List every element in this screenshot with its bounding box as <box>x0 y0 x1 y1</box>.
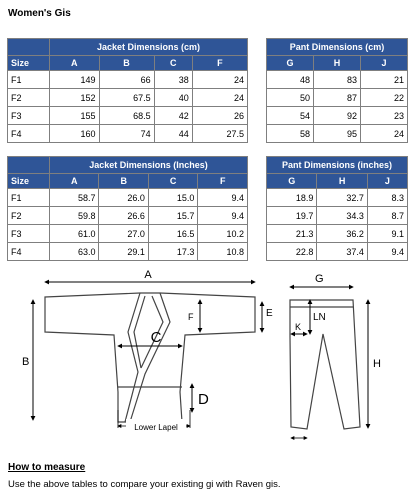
value-cell: 68.5 <box>99 107 154 125</box>
value-cell: 9.4 <box>198 207 248 225</box>
label-a: A <box>144 269 152 281</box>
value-cell: 160 <box>50 125 100 143</box>
label-h: H <box>373 358 381 370</box>
value-cell: 152 <box>50 89 100 107</box>
value-cell: 15.0 <box>148 189 197 207</box>
value-cell: 22 <box>361 89 408 107</box>
value-cell: 59.8 <box>50 207 99 225</box>
table-row <box>8 125 248 143</box>
value-cell: 16.5 <box>148 225 197 243</box>
value-cell: 26.6 <box>99 207 148 225</box>
table-caption-blank <box>8 39 50 56</box>
value-cell: 58 <box>267 125 314 143</box>
value-cell: 26.0 <box>99 189 148 207</box>
size-cell: F3 <box>8 107 50 125</box>
column-header: C <box>154 56 192 71</box>
column-header: B <box>99 174 148 189</box>
value-cell: 21 <box>361 71 408 89</box>
table-row <box>8 243 248 261</box>
value-cell: 74 <box>99 125 154 143</box>
table-row <box>267 125 408 143</box>
value-cell: 9.4 <box>198 189 248 207</box>
table-caption: Pant Dimensions (cm) <box>267 39 408 56</box>
value-cell: 19.7 <box>267 207 317 225</box>
value-cell: 40 <box>154 89 192 107</box>
column-header: G <box>267 56 314 71</box>
table-caption: Jacket Dimensions (cm) <box>50 39 248 56</box>
value-cell: 24 <box>192 71 247 89</box>
value-cell: 27.0 <box>99 225 148 243</box>
column-header: J <box>361 56 408 71</box>
label-k: K <box>295 322 302 332</box>
label-f: F <box>188 312 194 322</box>
value-cell: 54 <box>267 107 314 125</box>
value-cell: 58.7 <box>50 189 99 207</box>
column-header: F <box>198 174 248 189</box>
value-cell: 22.8 <box>267 243 317 261</box>
column-header: J <box>367 174 407 189</box>
value-cell: 48 <box>267 71 314 89</box>
table-row <box>8 225 248 243</box>
table-row <box>267 225 408 243</box>
jacket-inches-table <box>7 156 248 261</box>
column-header: Size <box>8 56 50 71</box>
size-cell: F4 <box>8 243 50 261</box>
value-cell: 87 <box>314 89 361 107</box>
value-cell: 67.5 <box>99 89 154 107</box>
size-cell: F3 <box>8 225 50 243</box>
value-cell: 149 <box>50 71 100 89</box>
table-row <box>267 89 408 107</box>
table-row <box>8 89 248 107</box>
column-header: A <box>50 174 99 189</box>
value-cell: 92 <box>314 107 361 125</box>
value-cell: 9.1 <box>367 225 407 243</box>
label-e: E <box>266 308 273 319</box>
value-cell: 23 <box>361 107 408 125</box>
value-cell: 24 <box>361 125 408 143</box>
pant-inches-table <box>266 156 408 261</box>
label-ln: LN <box>313 312 326 323</box>
measurement-diagram <box>0 262 416 460</box>
size-cell: F1 <box>8 71 50 89</box>
how-to-text: Use the above tables to compare your existing gi with Raven gis. <box>8 479 281 490</box>
table-row <box>267 189 408 207</box>
value-cell: 17.3 <box>148 243 197 261</box>
table-row <box>267 243 408 261</box>
label-b: B <box>22 356 30 368</box>
value-cell: 10.2 <box>198 225 248 243</box>
size-cell: F1 <box>8 189 50 207</box>
pant-cm-table <box>266 38 408 143</box>
size-cell: F4 <box>8 125 50 143</box>
value-cell: 61.0 <box>50 225 99 243</box>
column-header: G <box>267 174 317 189</box>
column-header: C <box>148 174 197 189</box>
label-d: D <box>198 391 209 408</box>
label-c: C <box>150 329 162 346</box>
table-row <box>267 71 408 89</box>
value-cell: 29.1 <box>99 243 148 261</box>
value-cell: 8.3 <box>367 189 407 207</box>
value-cell: 155 <box>50 107 100 125</box>
value-cell: 26 <box>192 107 247 125</box>
table-row <box>8 189 248 207</box>
value-cell: 27.5 <box>192 125 247 143</box>
size-cell: F2 <box>8 207 50 225</box>
value-cell: 36.2 <box>317 225 367 243</box>
table-row <box>267 107 408 125</box>
value-cell: 9.4 <box>367 243 407 261</box>
table-row <box>8 207 248 225</box>
column-header: H <box>317 174 367 189</box>
value-cell: 63.0 <box>50 243 99 261</box>
value-cell: 37.4 <box>317 243 367 261</box>
jacket-outline <box>45 293 255 422</box>
value-cell: 10.8 <box>198 243 248 261</box>
column-header: H <box>314 56 361 71</box>
table-caption: Pant Dimensions (inches) <box>267 157 408 174</box>
value-cell: 38 <box>154 71 192 89</box>
value-cell: 34.3 <box>317 207 367 225</box>
value-cell: 95 <box>314 125 361 143</box>
label-lower-lapel: Lower Lapel <box>134 423 178 432</box>
column-header: Size <box>8 174 50 189</box>
page-title: Women's Gis <box>8 8 71 19</box>
size-cell: F2 <box>8 89 50 107</box>
label-g: G <box>315 273 324 285</box>
table-caption: Jacket Dimensions (Inches) <box>50 157 248 174</box>
column-header: F <box>192 56 247 71</box>
table-row <box>267 207 408 225</box>
column-header: B <box>99 56 154 71</box>
value-cell: 42 <box>154 107 192 125</box>
value-cell: 8.7 <box>367 207 407 225</box>
table-caption-blank <box>8 157 50 174</box>
value-cell: 32.7 <box>317 189 367 207</box>
how-to-title: How to measure <box>8 462 86 473</box>
value-cell: 83 <box>314 71 361 89</box>
value-cell: 44 <box>154 125 192 143</box>
column-header: A <box>50 56 100 71</box>
value-cell: 24 <box>192 89 247 107</box>
value-cell: 50 <box>267 89 314 107</box>
value-cell: 18.9 <box>267 189 317 207</box>
value-cell: 66 <box>99 71 154 89</box>
table-row <box>8 107 248 125</box>
jacket-cm-table <box>7 38 248 143</box>
table-row <box>8 71 248 89</box>
value-cell: 21.3 <box>267 225 317 243</box>
value-cell: 15.7 <box>148 207 197 225</box>
